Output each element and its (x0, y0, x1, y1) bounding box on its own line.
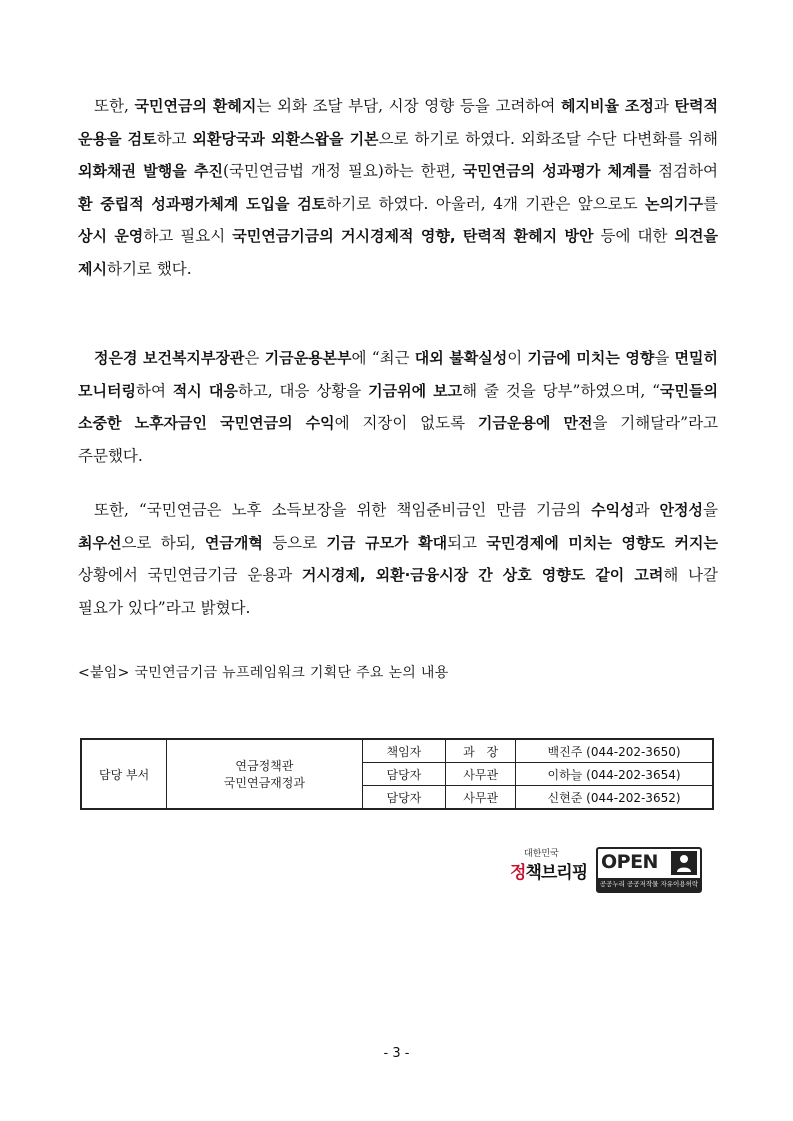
bold-text-segment: 국민경제에 미치는 영향도 커지는 (486, 533, 718, 552)
paragraph-fund-stability (78, 494, 718, 624)
text-segment: 으로 하되, (121, 533, 205, 552)
bold-text-segment: 논의기구 (645, 194, 704, 213)
text-segment: 하기로 하였다. 아울러, 4개 기관은 앞으로도 (326, 194, 646, 213)
bold-text-segment: 기금운용본부 (264, 349, 352, 367)
contact-role: 책임자 (362, 739, 446, 763)
bold-text-segment: 헤지비율 조정 (560, 97, 654, 115)
open-logo-caption: 공공누리 공공저작물 자유이용허락 (598, 878, 700, 891)
text-segment: 점검하여 (651, 162, 719, 180)
attachment-note: <붙임> 국민연금기금 뉴프레임워크 기획단 주요 논의 내용 (78, 665, 449, 681)
dept-name (167, 739, 362, 809)
bold-text-segment: 외화채권 발행을 추진 (78, 162, 223, 180)
bold-text-segment: 국민연금의 환헤지 (134, 97, 257, 115)
text-segment: 되고 (447, 533, 487, 552)
text-segment: 해 나갈 필요가 있다”라고 밝혔다. (78, 566, 718, 617)
bold-text-segment: 국민연금의 성과평가 체계를 (462, 162, 652, 180)
bold-text-segment: 대외 불확실성 (414, 349, 508, 367)
contact-title: 사무관 (446, 786, 516, 810)
text-segment: 등에 대한 (593, 227, 675, 245)
bold-text-segment: 면밀히 모니터링 (78, 349, 719, 400)
contact-phone: (044-202-3652) (586, 790, 681, 805)
bold-text-segment: 상시 운영 (78, 227, 144, 245)
dept-line1: 연금정책관 (235, 759, 294, 773)
text-segment: 하여 (135, 381, 173, 400)
text-segment: 하고 (156, 129, 193, 148)
bold-text-segment: 정은경 보건복지부장관 (94, 349, 245, 367)
briefing-logo-small-text: 대한민국 (524, 849, 559, 859)
contact-name: 백진주 (547, 744, 583, 759)
bold-text-segment: 기금에 미치는 영향 (527, 349, 655, 367)
text-segment: 과 (653, 97, 675, 115)
attribution-icon (671, 851, 697, 875)
text-segment: 과 (634, 501, 660, 519)
table-row (81, 739, 713, 763)
kogl-open-logo (596, 847, 702, 893)
bold-text-segment: 최우선 (78, 533, 122, 552)
bold-text-segment: 연금개혁 (204, 533, 263, 552)
text-segment: 는 외화 조달 부담, 시장 영향 등을 고려하여 (256, 97, 561, 115)
dept-line2: 국민연금재정과 (223, 776, 305, 790)
bold-text-segment: 국민들의 소중한 노후자금인 국민연금의 수익 (78, 381, 718, 432)
paragraph-minister-remarks (78, 342, 718, 472)
text-segment: 또한, (94, 97, 135, 115)
contact-table (80, 738, 714, 810)
bold-text-segment: 환 중립적 성과평가체계 도입을 검토 (78, 194, 327, 213)
contact-person (516, 739, 713, 763)
text-segment: 를 (703, 194, 718, 213)
text-segment: 상황에서 국민연금기금 운용과 (78, 566, 302, 584)
policy-briefing-logo (510, 846, 590, 894)
bold-text-segment: 기금위에 보고 (368, 381, 463, 400)
bold-text-segment: 의견을 제시 (78, 227, 719, 278)
paragraph-hedging (78, 90, 718, 285)
text-segment: 으로 하기로 하였다. 외화조달 수단 다변화를 위해 (378, 129, 719, 148)
text-segment: 하고, 대응 상황을 (237, 381, 369, 400)
text-segment: 해 줄 것을 당부”하였으며, “ (462, 381, 661, 400)
contact-name: 신현준 (547, 790, 583, 805)
bold-text-segment: 탄력적 운용을 검토 (78, 97, 718, 148)
text-segment: 에 지장이 없도록 (334, 414, 478, 432)
contact-phone: (044-202-3650) (586, 744, 681, 759)
contact-role: 담당자 (362, 763, 446, 786)
bold-text-segment: 적시 대응 (172, 381, 238, 400)
bold-text-segment: 외환당국과 외환스왑을 기본 (192, 129, 379, 148)
contact-role: 담당자 (362, 786, 446, 810)
text-segment: 등으로 (262, 533, 327, 552)
open-logo-word: OPEN (601, 851, 658, 873)
dept-label: 담당 부서 (81, 739, 167, 809)
bold-text-segment: 기금 규모가 확대 (326, 533, 448, 552)
bold-text-segment: 거시경제, 외환·금융시장 간 상호 영향도 같이 고려 (301, 566, 664, 584)
footer-logos (510, 846, 710, 896)
contact-title: 사무관 (446, 763, 516, 786)
text-segment: 을 기해달라”라고 주문했다. (78, 414, 719, 465)
contact-phone: (044-202-3654) (586, 767, 681, 782)
text-segment: 또한, “국민연금은 노후 소득보장을 위한 책임준비금인 만큼 기금의 (94, 501, 592, 519)
text-segment: 을 (703, 501, 718, 519)
contact-person (516, 786, 713, 810)
contact-name: 이하늘 (547, 767, 583, 782)
bold-text-segment: 안정성 (659, 501, 704, 519)
text-segment: 에 “최근 (351, 349, 415, 367)
bold-text-segment: 수익성 (591, 501, 635, 519)
bold-text-segment: 기금운용에 만전 (477, 414, 593, 432)
contact-title: 과 장 (446, 739, 516, 763)
contact-person (516, 763, 713, 786)
text-segment: 은 (244, 349, 265, 367)
text-segment: 하고 필요시 (143, 227, 233, 245)
text-segment: 하기로 했다. (106, 259, 192, 278)
bold-text-segment: 국민연금기금의 거시경제적 영향, 탄력적 환헤지 방안 (232, 227, 594, 245)
briefing-logo-text: 정책브리핑 (510, 863, 588, 883)
page-number: - 3 - (383, 1046, 410, 1061)
text-segment: 이 (507, 349, 528, 367)
text-segment: 을 (654, 349, 675, 367)
text-segment: (국민연금법 개정 필요)하는 한편, (223, 162, 463, 180)
